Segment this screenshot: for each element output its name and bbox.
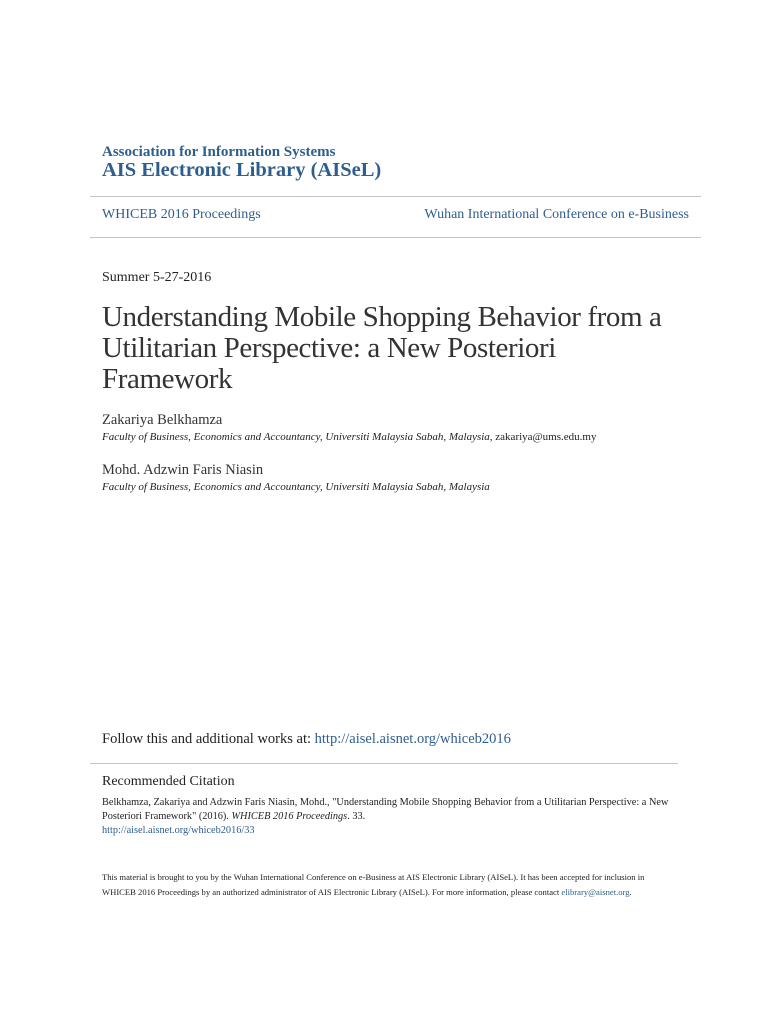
citation-rule — [90, 763, 678, 764]
author-affiliation — [102, 431, 596, 443]
citation-heading: Recommended Citation — [102, 774, 235, 789]
citation-text — [102, 796, 672, 838]
author-name: Mohd. Adzwin Faris Niasin — [102, 462, 264, 478]
proceedings-link[interactable]: WHICEB 2016 Proceedings — [102, 207, 261, 222]
title-line: Utilitarian Perspective: a New Posteriori — [102, 332, 556, 364]
header-rule-top — [90, 196, 701, 197]
title-line: Framework — [102, 363, 233, 395]
citation-end: . 33. — [347, 811, 366, 822]
citation-body: Belkhamza, Zakariya and Adzwin Faris Niasin, Mohd., "Understanding Mobile Shopping Behavior from a Utilitarian Perspective: a New Posteriori Framework" (2016). — [102, 797, 669, 822]
affiliation-separator: , — [489, 431, 496, 443]
paper-title — [102, 302, 692, 395]
follow-line — [102, 731, 511, 748]
affiliation-text: Faculty of Business, Economics and Accountancy, Universiti Malaysia Sabah, Malaysia — [102, 481, 490, 493]
contact-email-link[interactable]: elibrary@aisnet.org — [561, 887, 630, 897]
author-name: Zakariya Belkhamza — [102, 412, 223, 428]
affiliation-text: Faculty of Business, Economics and Accountancy, Universiti Malaysia Sabah, Malaysia — [102, 431, 490, 443]
copyright-notice — [102, 870, 662, 900]
citation-link[interactable]: http://aisel.aisnet.org/whiceb2016/33 — [102, 825, 255, 836]
conference-link[interactable]: Wuhan International Conference on e-Business — [424, 207, 689, 222]
notice-end: . — [629, 887, 632, 897]
publication-date: Summer 5-27-2016 — [102, 270, 212, 285]
follow-label: Follow this and additional works at: — [102, 731, 315, 747]
collection-link[interactable]: http://aisel.aisnet.org/whiceb2016 — [314, 731, 511, 747]
notice-text: This material is brought to you by the Wuhan International Conference on e-Business at AIS Electronic Library (AISeL). It has been accepted for inclusion in WHICEB 2016 Proceedings by an authorized administrator of AIS Electronic Library (AISeL). For more information, please contact — [102, 872, 645, 897]
author-affiliation — [102, 481, 490, 493]
header-rule-bottom — [90, 237, 701, 238]
title-line: Understanding Mobile Shopping Behavior from a — [102, 301, 662, 333]
author-email: zakariya@ums.edu.my — [495, 431, 597, 443]
organization-name: Association for Information Systems — [102, 144, 336, 160]
citation-proceedings: WHICEB 2016 Proceedings — [231, 811, 348, 822]
library-name[interactable]: AIS Electronic Library (AISeL) — [102, 159, 382, 181]
